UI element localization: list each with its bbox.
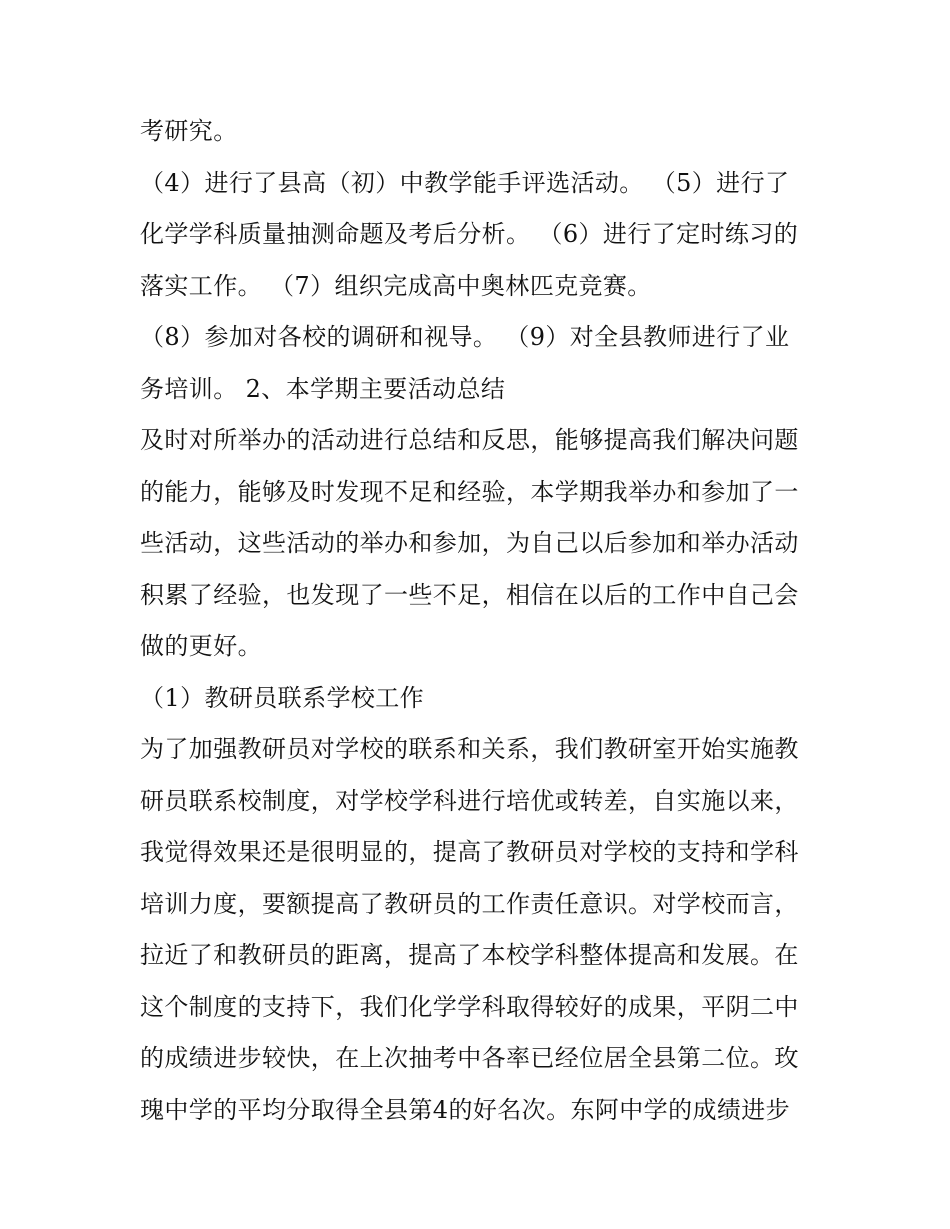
text-line: 些活动，这些活动的举办和参加，为自己以后参加和举办活动 <box>140 529 799 557</box>
text-line: 做的更好。 <box>140 632 262 660</box>
text-line: 瑰中学的平均分取得全县第4的好名次。东阿中学的成绩进步 <box>140 1095 791 1124</box>
body-text <box>140 106 820 1136</box>
text-line: 培训力度，要额提高了教研员的工作责任意识。对学校而言， <box>140 889 799 918</box>
text-line: 务培训。 2、本学期主要活动总结 <box>140 374 506 403</box>
text-line: 的能力，能够及时发现不足和经验，本学期我举办和参加了一 <box>140 477 799 506</box>
text-line: 的成绩进步较快，在上次抽考中各率已经位居全县第二位。玫 <box>140 1044 799 1072</box>
text-line: 落实工作。 （7）组织完成高中奥林匹克竞赛。 <box>140 271 652 300</box>
text-line: （4）进行了县高（初）中教学能手评选活动。 （5）进行了 <box>140 168 790 197</box>
text-line: 我觉得效果还是很明显的，提高了教研员对学校的支持和学科 <box>140 838 799 866</box>
text-line: 化学学科质量抽测命题及考后分析。 （6）进行了定时练习的 <box>140 220 799 248</box>
text-line: 拉近了和教研员的距离，提高了本校学科整体提高和发展。在 <box>140 941 799 969</box>
text-line: （8）参加对各校的调研和视导。 （9）对全县教师进行了业 <box>140 323 790 351</box>
text-line: 研员联系校制度，对学校学科进行培优或转差，自实施以来， <box>140 786 799 815</box>
text-line: 及时对所举办的活动进行总结和反思，能够提高我们解决问题 <box>140 426 799 454</box>
text-line: 为了加强教研员对学校的联系和关系，我们教研室开始实施教 <box>140 735 799 763</box>
text-line: 考研究。 <box>140 117 238 145</box>
text-line: 积累了经验，也发现了一些不足，相信在以后的工作中自己会 <box>140 580 799 609</box>
text-line: 这个制度的支持下，我们化学学科取得较好的成果，平阴二中 <box>140 992 799 1021</box>
section-heading: （1）教研员联系学校工作 <box>140 683 425 712</box>
